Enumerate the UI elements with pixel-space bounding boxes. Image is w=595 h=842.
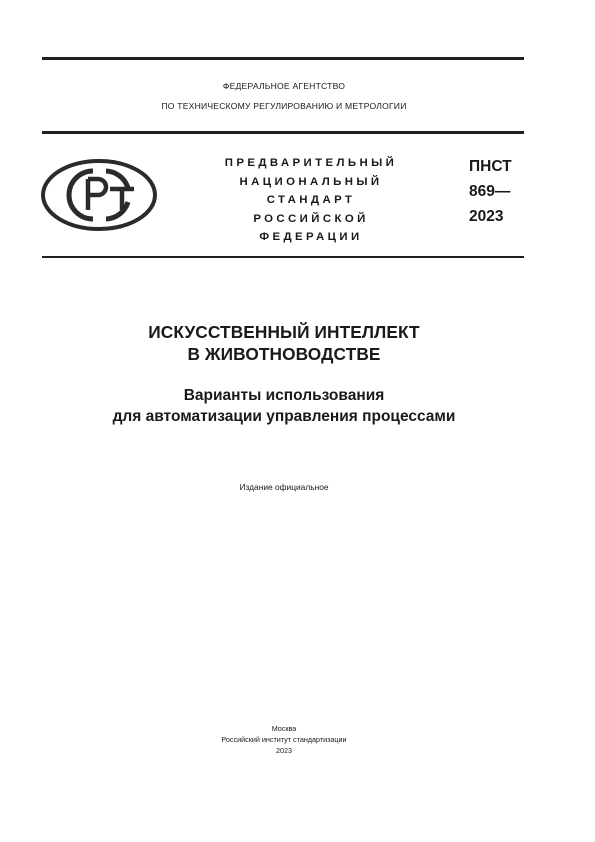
standard-rule [42,256,524,258]
document-title [0,321,568,365]
document-title-line2: В ЖИВОТНОВОДСТВЕ [187,344,381,364]
imprint-publisher: Российский институт стандартизации [221,735,347,744]
document-subtitle-line2: для автоматизации управления процессами [112,407,456,425]
edition-note: Издание официальное [239,482,329,492]
standard-type-line: СТАНДАРТ [266,194,356,206]
agency-name-line1: ФЕДЕРАЛЬНОЕ АГЕНТСТВО [222,81,346,91]
document-subtitle-line1: Варианты использования [183,387,385,404]
top-rule [42,57,524,60]
standard-type-line: ПРЕДВАРИТЕЛЬНЫЙ [224,157,398,169]
standard-type-line: НАЦИОНАЛЬНЫЙ [239,175,383,188]
standard-number-line: ПНСТ [469,158,512,175]
imprint [0,723,568,756]
header-rule [42,131,524,134]
imprint-year: 2023 [276,746,292,755]
standard-number [469,154,512,229]
standard-number-line: 869— [469,183,511,200]
document-title-line1: ИСКУССТВЕННЫЙ ИНТЕЛЛЕКТ [148,322,420,342]
standard-number-line: 2023 [469,208,504,225]
agency-name-line2: ПО ТЕХНИЧЕСКОМУ РЕГУЛИРОВАНИЮ И МЕТРОЛОГИИ [161,101,407,111]
standard-type [205,154,417,247]
document-subtitle [0,386,568,427]
gost-logo-icon [40,158,158,232]
imprint-city: Москва [271,724,297,733]
standard-type-line: ФЕДЕРАЦИИ [259,231,363,243]
standard-type-line: РОССИЙСКОЙ [253,212,369,225]
